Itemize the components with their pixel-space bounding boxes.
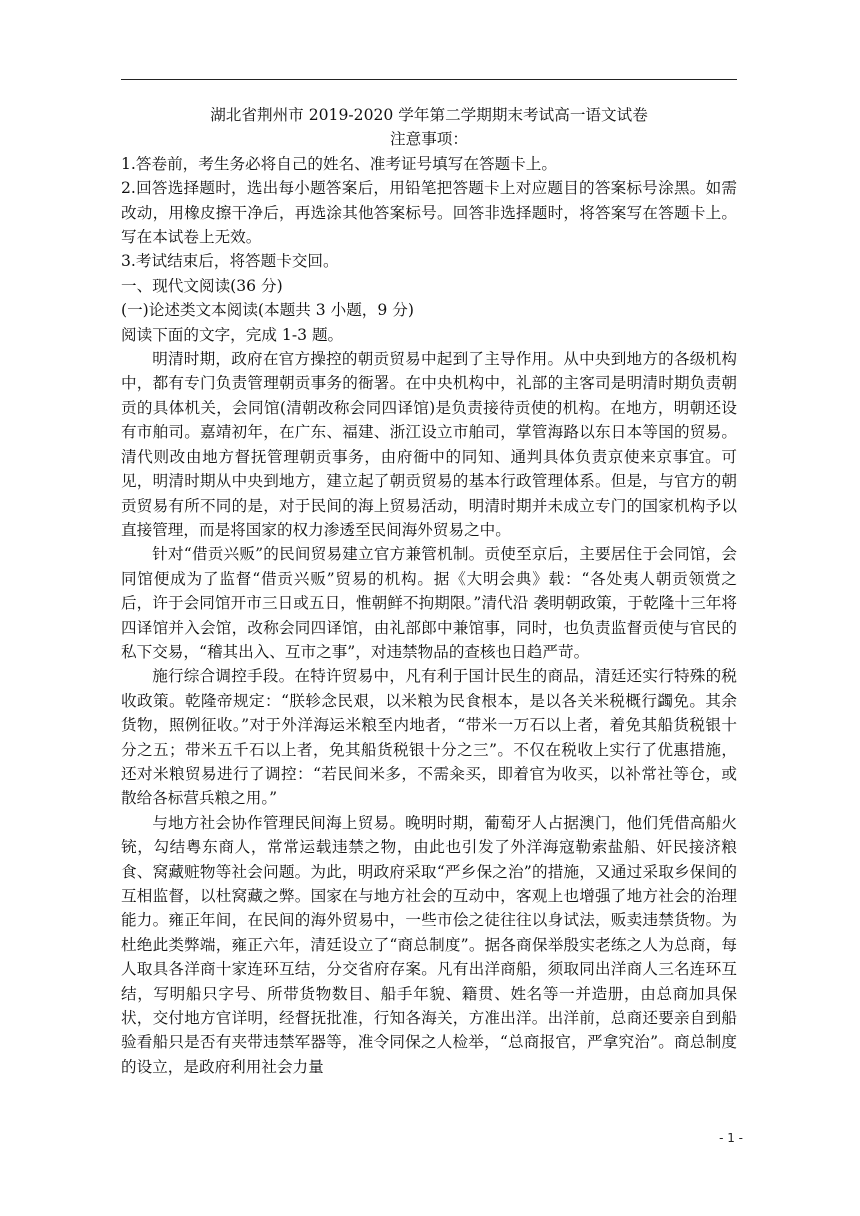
instruction-item: 1.答卷前，考生务必将自己的姓名、准考证号填写在答题卡上。 — [121, 154, 557, 173]
passage-paragraph: 施行综合调控手段。在特许贸易中，凡有利于国计民生的商品，清廷还实行特殊的税收政策。乾隆帝规定：“朕轸念民艰，以米粮为民食根本，是以各关米税概行蠲免。其余货物，照例征收。”对于外洋海运米粮至内地者，“带米一万石以上者，着免其船货税银十分之五；带米五千石以上者，免其船货税银十分之三”。不仅在税收上实行了优惠措施，还对米粮贸易进行了调控：“若民间米多，不需籴买，即着官为收买，以补常社等仓，或散给各标营兵粮之用。” — [121, 667, 737, 808]
page-number: - 1 - — [719, 1131, 743, 1145]
instruction-item: 2.回答选择题时，选出每小题答案后，用铅笔把答题卡上对应题目的答案标号涂黑。如需改动，用橡皮擦干净后，再选涂其他答案标号。回答非选择题时，将答案写在答题卡上。写在本试卷上无效。 — [121, 179, 737, 247]
passage-paragraph: 与地方社会协作管理民间海上贸易。晚明时期，葡萄牙人占据澳门，他们凭借高船火铳，勾结粤东商人，常常运载违禁之物，由此也引发了外洋海寇勒索盐船、奸民接济粮食、窝藏赃物等社会问题。为此，明政府采取“严乡保之治”的措施，又通过采取乡保间的互相监督，以杜窝藏之弊。国家在与地方社会的互动中，客观上也增强了地方社会的治理能力。雍正年间，在民间的海外贸易中，一些市侩之徒往往以身试法，贩卖违禁货物。为杜绝此类弊端，雍正六年，清廷设立了“商总制度”。据各商保举殷实老练之人为总商，每人取具各洋商十家连环互结，分交省府存案。凡有出洋商船，须取同出洋商人三名连环互结，写明船只字号、所带货物数目、船手年貌、籍贯、姓名等一并造册，由总商加具保状，交付地方官详明，经督抚批准，行知各海关，方准出洋。出洋前，总商还要亲自到船验看船只是否有夹带违禁军器等，准令同保之人检举，“总商报官，严拿究治”。商总制度的设立，是政府利用社会力量 — [121, 813, 737, 1076]
exam-title: 湖北省荆州市 2019-2020 学年第二学期期末考试高一语文试卷 — [210, 106, 648, 124]
passage-paragraph: 针对“借贡兴贩”的民间贸易建立官方兼管机制。贡使至京后，主要居住于会同馆，会同馆便成为了监督“借贡兴贩”贸易的机构。据《大明会典》载：“各处夷人朝贡领赏之后，许于会同馆开市三日或五日，惟朝鲜不拘期限。”清代沿 袭明朝政策，于乾隆十三年将四译馆并入会馆，改称会同四译馆，由礼部郎中兼馆事，同时，也负责监督贡使与官民的私下交易，“稽其出入、互市之事”，对违禁物品的查核也日趋严苛。 — [121, 545, 737, 661]
reading-prompt: 阅读下面的文字，完成 1-3 题。 — [121, 325, 344, 344]
exam-page — [121, 103, 737, 1079]
section-heading: 一、现代文阅读(36 分) — [121, 276, 283, 295]
notice-heading: 注意事项： — [390, 130, 468, 149]
subsection-heading: (一)论述类文本阅读(本题共 3 小题，9 分) — [121, 301, 414, 320]
instruction-item: 3.考试结束后，将答题卡交回。 — [121, 252, 339, 271]
passage-paragraph: 明清时期，政府在官方操控的朝贡贸易中起到了主导作用。从中央到地方的各级机构中，都有专门负责管理朝贡事务的衙署。在中央机构中，礼部的主客司是明清时期负责朝贡的具体机关，会同馆(清朝改称会同四译馆)是负责接待贡使的机构。在地方，明朝还设有市舶司。嘉靖初年，在广东、福建、浙江设立市舶司，掌管海路以东日本等国的贸易。清代则改由地方督抚管理朝贡事务，由府衙中的同知、通判具体负责京使来京事宜。可见，明清时期从中央到地方，建立起了朝贡贸易的基本行政管理体系。但是，与官方的朝贡贸易有所不同的是，对于民间的海上贸易活动，明清时期并未成立专门的国家机构予以直接管理，而是将国家的权力渗透至民间海外贸易之中。 — [121, 350, 737, 539]
header-rule — [121, 79, 737, 80]
